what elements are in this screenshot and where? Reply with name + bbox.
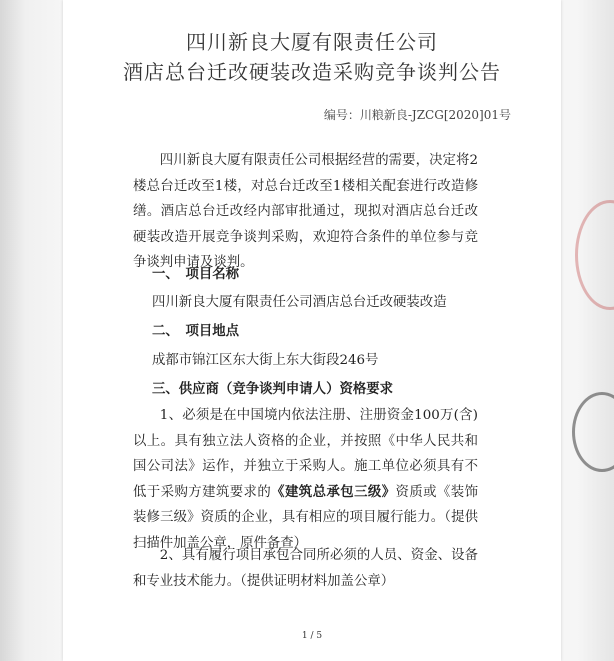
document-number: 编号：川粮新良-JZCG[2020]01号 — [323, 108, 511, 122]
section-3-heading: 三、供应商（竞争谈判申请人）资格要求 — [152, 381, 394, 397]
document-title-company: 四川新良大厦有限责任公司 — [186, 30, 438, 54]
scan-shadow-right — [561, 0, 614, 661]
section-1-heading: 一、 项目名称 — [152, 266, 240, 282]
requirement-1-text-a: 1、必须是在中国境内依法注册、注册资金100万(含)以上。具有独立法人资格的企业，并按照《中华人民共和国公司法》运作，并独立于采购人。施工单位必须具有不低于采购方建筑要求的 — [133, 408, 478, 500]
page-indicator: 1 / 5 — [301, 631, 323, 641]
section-2-content: 成都市锦江区东大街上东大街段246号 — [152, 353, 379, 368]
document-title-notice: 酒店总台迁改硬装改造采购竞争谈判公告 — [123, 60, 501, 84]
requirement-1 — [133, 403, 478, 556]
section-1-content: 四川新良大厦有限责任公司酒店总台迁改硬装改造 — [152, 295, 447, 310]
document-page — [63, 0, 561, 661]
requirement-2: 2、具有履行项目承包合同所必须的人员、资金、设备和专业技术能力。（提供证明材料加盖公章） — [133, 548, 478, 589]
intro-paragraph: 四川新良大厦有限责任公司根据经营的需要，决定将2楼总台迁改至1楼，对总台迁改至1楼相关配套进行改造修缮。酒店总台迁改经内部审批通过，现拟对酒店总台迁改硬装改造开展竞争谈判采购，欢迎符合条件的单位参与竞争谈判申请及谈判。 — [133, 153, 478, 270]
section-2-heading: 二、 项目地点 — [152, 323, 240, 339]
requirement-1-text-b: 资质或《装饰装修三级》资质的企业，具有相应的项目履行能力。（提供扫描件加盖公章，原件备查） — [133, 484, 479, 551]
requirement-1-bold: 《建筑总承包三级》 — [271, 483, 396, 500]
scan-shadow-left — [0, 0, 63, 661]
